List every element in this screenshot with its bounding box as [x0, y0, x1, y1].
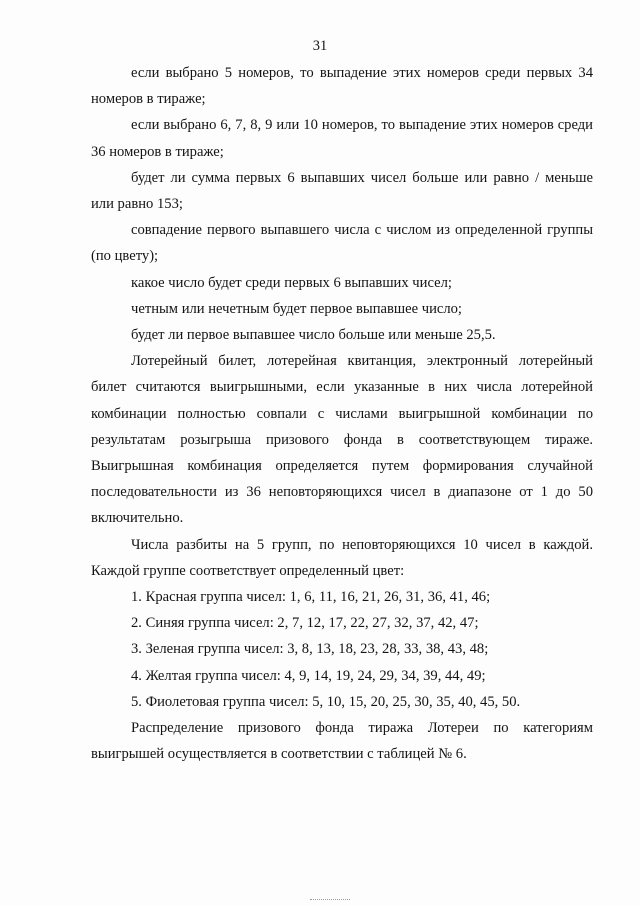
list-item: 2. Синяя группа чисел: 2, 7, 12, 17, 22, 27, 32, 37, 42, 47; [131, 615, 479, 632]
paragraph: будет ли первое выпавшее число больше или меньше 25,5. [131, 327, 496, 344]
paragraph: четным или нечетным будет первое выпавшее число; [131, 300, 462, 317]
paragraph: Лотерейный билет, лотерейная квитанция, электронный лотерейный билет считаются выигрышными, если указанные в них числа лотерейной комбинации полностью совпали с числами выигрышной комбинации по результатам розыгрыша призового фонда в соответствующем тираже. Выигрышная комбинация определяется путем формирования случайной последовательности из 36 неповторяющихся чисел в диапазоне от 1 до 50 включительно. [91, 353, 593, 527]
paragraph: Распределение призового фонда тиража Лотереи по категориям выигрышей осуществляется в соответствии с таблицей № 6. [91, 720, 593, 763]
page-number: 31 [312, 38, 328, 54]
document-body [91, 60, 593, 767]
paragraph: будет ли сумма первых 6 выпавших чисел больше или равно / меньше или равно 153; [91, 169, 593, 213]
paragraph: совпадение первого выпавшего числа с числом из определенной группы (по цвету); [91, 222, 593, 265]
list-item: 1. Красная группа чисел: 1, 6, 11, 16, 21, 26, 31, 36, 41, 46; [131, 589, 491, 606]
list-item: 4. Желтая группа чисел: 4, 9, 14, 19, 24, 29, 34, 39, 44, 49; [131, 667, 486, 684]
list-item: 5. Фиолетовая группа чисел: 5, 10, 15, 20, 25, 30, 35, 40, 45, 50. [131, 693, 521, 710]
paragraph: какое число будет среди первых 6 выпавших чисел; [131, 274, 452, 291]
scan-edge-mark [310, 899, 350, 901]
list-item: 3. Зеленая группа чисел: 3, 8, 13, 18, 23, 28, 33, 38, 43, 48; [131, 641, 489, 658]
paragraph: Числа разбиты на 5 групп, по неповторяющихся 10 чисел в каждой. Каждой группе соответствует определенный цвет: [91, 536, 593, 579]
paragraph: если выбрано 5 номеров, то выпадение этих номеров среди первых 34 номеров в тираже; [91, 65, 593, 108]
paragraph: если выбрано 6, 7, 8, 9 или 10 номеров, то выпадение этих номеров среди 36 номеров в тираже; [91, 117, 593, 160]
